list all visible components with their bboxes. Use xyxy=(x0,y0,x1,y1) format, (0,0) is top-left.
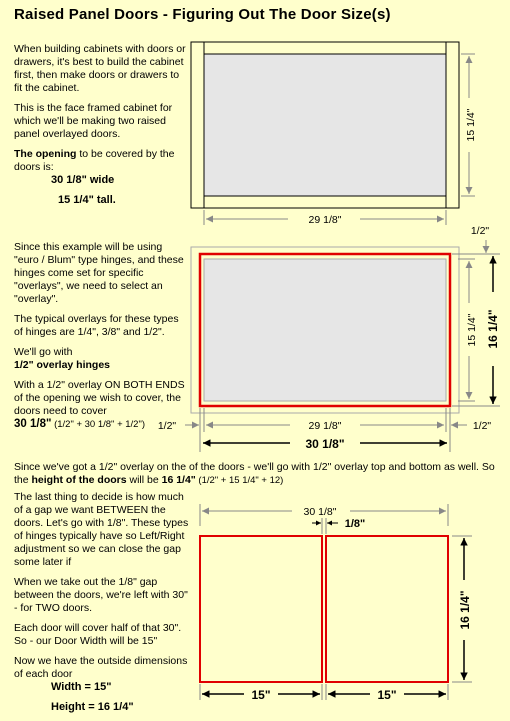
section3-height-line: Since we've got a 1/2" overlay on the of the doors - we'll go with 1/2" overlay top and bottom as well. So the height of the doors will be 16 1/4" (1/2" + 15 1/4" + 12) xyxy=(14,461,495,486)
section1-cabinet-desc: This is the face framed cabinet for which we'll be making two raised panel overlayed doors. xyxy=(14,102,173,140)
page-title: Raised Panel Doors - Figuring Out The Door Size(s) xyxy=(14,6,391,23)
section2-choice: We'll go with 1/2" overlay hinges xyxy=(14,346,111,371)
right-door xyxy=(326,536,448,682)
opening-width-dim: 29 1/8" xyxy=(308,214,342,226)
opening-label: The opening xyxy=(14,148,77,160)
final-height: Height = 16 1/4" xyxy=(51,701,134,713)
right-door-width-dim: 15" xyxy=(377,688,397,702)
overall-width-dim: 30 1/8" xyxy=(303,506,337,518)
section3-door-width: Each door will cover half of that 30". So - our Door Width will be 15" xyxy=(14,622,182,647)
overlay-choice: 1/2" overlay hinges xyxy=(14,359,111,371)
section3-outside: Now we have the outside dimensions of each door xyxy=(14,655,188,680)
inner-height-dim: 15 1/4" xyxy=(466,313,478,347)
section2-coverage: With a 1/2" overlay ON BOTH ENDS of the opening we wish to cover, the doors need to cover 30 1/8" (1/2" + 30 1/8" + 1/2") xyxy=(14,379,185,430)
overlay-diagram xyxy=(158,225,500,452)
door-height-label: height of the doors xyxy=(31,474,127,486)
door-height-dim: 16 1/4" xyxy=(458,590,472,630)
doors-diagram xyxy=(200,504,472,702)
face-frame-diagram xyxy=(191,42,477,226)
top-overlay-dim: 1/2" xyxy=(470,225,490,237)
door-height-value: 16 1/4" xyxy=(161,474,196,486)
final-width: Width = 15" xyxy=(51,681,112,693)
section1-opening: The opening to be covered by the doors is: xyxy=(14,148,175,173)
right-overlay-dim: 1/2" xyxy=(472,420,492,432)
section2-overlays: The typical overlays for these types of hinges are 1/4", 3/8" and 1/2". xyxy=(14,313,179,338)
left-overlay-dim: 1/2" xyxy=(157,420,177,432)
total-width-dim: 30 1/8" xyxy=(305,437,345,451)
section2-hinges: Since this example will be using "euro / Blum" type hinges, and these hinges come set for specific "overlays", we need to select an "overlay". xyxy=(14,241,184,305)
opening-width: 30 1/8" wide xyxy=(51,174,115,186)
left-door-width-dim: 15" xyxy=(251,688,271,702)
opening-height: 15 1/4" tall. xyxy=(58,194,116,206)
section1-intro: When building cabinets with doors or drawers, it's best to build the cabinet first, then make doors or drawers to fit the cabinet. xyxy=(14,43,186,94)
section3-remaining: When we take out the 1/8" gap between the doors, we're left with 30" - for TWO doors. xyxy=(14,576,188,614)
section3-gap: The last thing to decide is how much of a gap we want BETWEEN the doors. Let's go with 1/8". These types of hinges typically have so Left/Right adjustment so we can close the gap some later if xyxy=(14,491,189,568)
cover-width: 30 1/8" xyxy=(14,418,52,430)
gap-dim: 1/8" xyxy=(344,518,366,530)
total-height-dim: 16 1/4" xyxy=(486,309,500,349)
inner-width-dim: 29 1/8" xyxy=(308,420,342,432)
left-door xyxy=(200,536,322,682)
opening-height-dim: 15 1/4" xyxy=(465,108,477,142)
cabinet-opening xyxy=(204,54,446,196)
